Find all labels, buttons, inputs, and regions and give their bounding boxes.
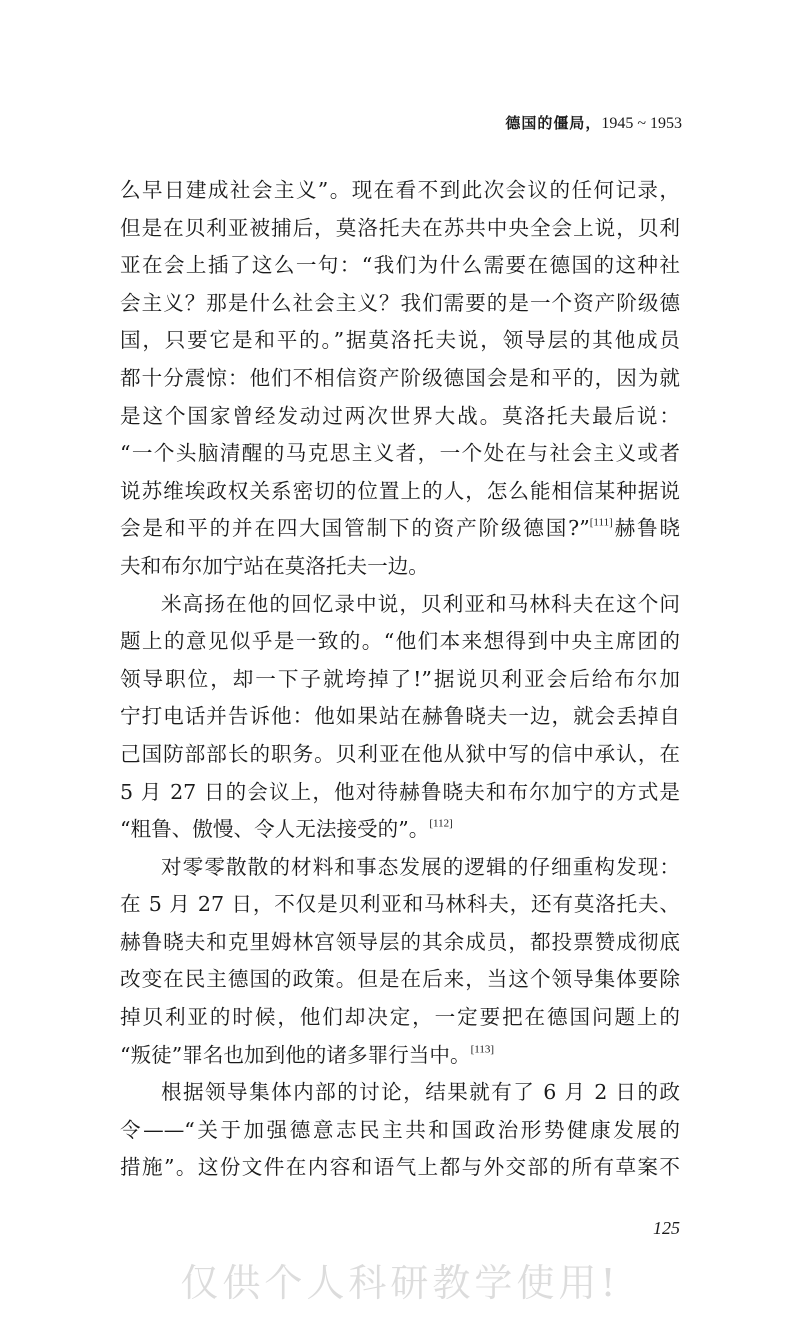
paragraph-1 bbox=[120, 172, 680, 586]
watermark: 仅供个人科研教学使用! bbox=[180, 1261, 620, 1305]
text-line: 说苏维埃政权关系密切的位置上的人，怎么能相信某种据说 bbox=[120, 478, 680, 503]
text-line: 题上的意见似乎是一致的。“他们本来想得到中央主席团的 bbox=[120, 629, 680, 654]
text-line: 掉贝利亚的时候，他们却决定，一定要把在德国问题上的 bbox=[120, 1005, 680, 1030]
text-line: 亚在会上插了这么一句：“我们为什么需要在德国的这种社 bbox=[120, 253, 680, 278]
text-line: 但是在贝利亚被捕后，莫洛托夫在苏共中央全会上说，贝利 bbox=[120, 215, 680, 240]
text-line: 么早日建成社会主义”。现在看不到此次会议的任何记录， bbox=[120, 178, 680, 202]
text-line: 会主义？那是什么社会主义？我们需要的是一个资产阶级德 bbox=[120, 290, 680, 315]
page-number: 125 bbox=[653, 1218, 680, 1238]
paragraph-4 bbox=[120, 1074, 680, 1187]
text-line: 5 月 27 日的会议上，他对待赫鲁晓夫和布尔加宁的方式是 bbox=[120, 779, 680, 804]
text-line bbox=[120, 1037, 680, 1075]
text-line: 米高扬在他的回忆录中说，贝利亚和马林科夫在这个问 bbox=[161, 591, 680, 616]
footnote-ref-112[interactable]: [112] bbox=[429, 817, 453, 830]
text-line: 领导职位，却一下子就垮掉了!”据说贝利亚会后给布尔加 bbox=[120, 666, 680, 691]
text-line: “一个头脑清醒的马克思主义者，一个处在与社会主义或者 bbox=[120, 441, 680, 466]
text-segment: “叛徒”罪名也加到他的诸多罪行当中。 bbox=[120, 1042, 471, 1067]
text-segment: “粗鲁、傲慢、令人无法接受的”。 bbox=[120, 817, 430, 842]
text-line: 措施”。这份文件在内容和语气上都与外交部的所有草案不 bbox=[120, 1155, 680, 1180]
paragraph-3 bbox=[120, 849, 680, 1075]
footnote-ref-113[interactable]: [113] bbox=[470, 1043, 494, 1056]
paragraph-2 bbox=[120, 586, 680, 849]
text-segment: 赫鲁晓 bbox=[612, 516, 680, 541]
text-line bbox=[120, 510, 680, 548]
text-line: 在 5 月 27 日，不仅是贝利亚和马林科夫，还有莫洛托夫、 bbox=[120, 892, 680, 917]
text-line: 宁打电话并告诉他：他如果站在赫鲁晓夫一边，就会丢掉自 bbox=[120, 704, 680, 729]
text-line bbox=[120, 811, 680, 849]
text-line: 都十分震惊：他们不相信资产阶级德国会是和平的，因为就 bbox=[120, 365, 680, 390]
text-line: 根据领导集体内部的讨论，结果就有了 6 月 2 日的政 bbox=[161, 1080, 680, 1105]
text-line: 对零零散散的材料和事态发展的逻辑的仔细重构发现： bbox=[161, 854, 680, 879]
text-line: 令——“关于加强德意志民主共和国政治形势健康发展的 bbox=[120, 1117, 680, 1142]
text-line: 己国防部部长的职务。贝利亚在他从狱中写的信中承认，在 bbox=[120, 741, 680, 766]
text-line: 赫鲁晓夫和克里姆林宫领导层的其余成员，都投票赞成彻底 bbox=[120, 929, 680, 954]
running-head-dates: 1945 ~ 1953 bbox=[601, 115, 682, 132]
running-head-title: 德国的僵局， bbox=[505, 114, 602, 132]
footnote-ref-111[interactable]: [111] bbox=[589, 517, 613, 529]
body-text bbox=[120, 172, 680, 1187]
text-line: 改变在民主德国的政策。但是在后来，当这个领导集体要除 bbox=[120, 967, 680, 992]
text-line: 是这个国家曾经发动过两次世界大战。莫洛托夫最后说： bbox=[120, 403, 680, 428]
text-segment: 会是和平的并在四大国管制下的资产阶级德国?” bbox=[120, 516, 590, 541]
text-line: 国，只要它是和平的。”据莫洛托夫说，领导层的其他成员 bbox=[120, 328, 680, 353]
running-head bbox=[505, 112, 682, 133]
text-line: 夫和布尔加宁站在莫洛托夫一边。 bbox=[120, 553, 429, 578]
